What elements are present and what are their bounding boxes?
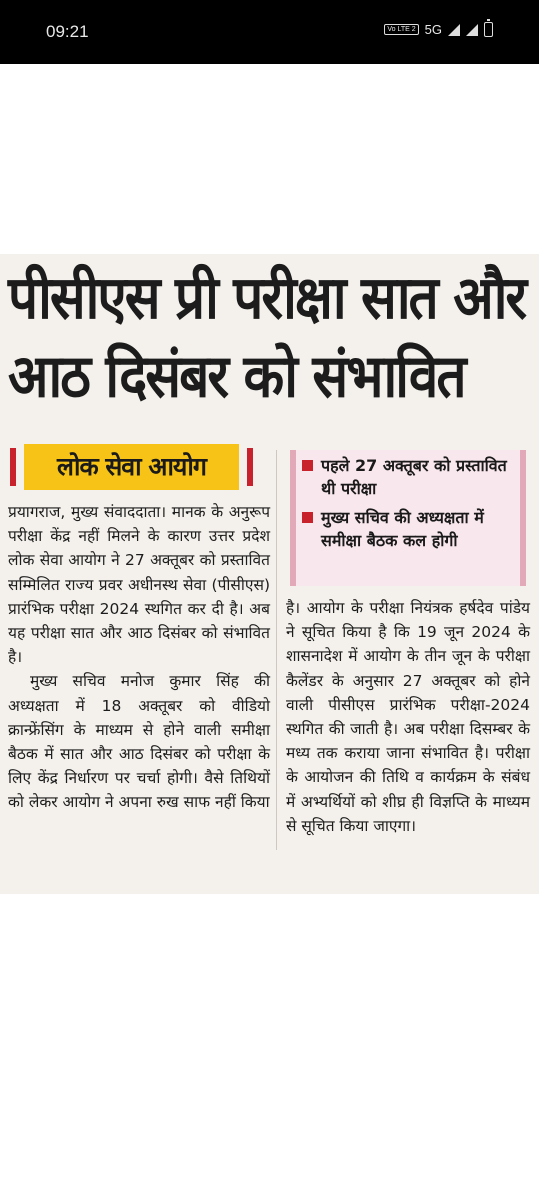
highlight-text: पहले 27 अक्तूबर को प्रस्तावित थी परीक्षा — [321, 456, 507, 498]
article-paragraph: है। आयोग के परीक्षा नियंत्रक हर्षदेव पांडेय ने सूचित किया है कि 19 जून 2024 के शासनादेश में आयोग के तीन जून के परीक्षा कैलेंडर के अनुसार 27 अक्तूबर को होने वाली पीसीएस प्रारंभिक परीक्षा-2024 स्थगित की जाती है। अब परीक्षा दिसम्बर के मध्य तक कराया जाना संभावित है। परीक्षा के आयोजन की तिथि व कार्यक्रम के संबंध में अभ्यर्थियों को शीघ्र ही विज्ञप्ति के माध्यम से सूचित किया जाएगा। — [286, 599, 530, 835]
signal-icon — [448, 24, 460, 36]
headline-line-1: पीसीएस प्री परीक्षा सात और — [8, 264, 526, 333]
column-divider — [276, 450, 277, 850]
article-paragraph: प्रयागराज, मुख्य संवाददाता। मानक के अनुरूप परीक्षा केंद्र नहीं मिलने के कारण उत्तर प्रदेश लोक सेवा आयोग ने 27 अक्तूबर को प्रस्तावित सम्मिलित राज्य प्रवर अधीनस्थ सेवा (पीसीएस) प्रारंभिक परीक्षा 2024 स्थगित कर दी है। अब यह परीक्षा सात और आठ दिसंबर को संभावित है। — [8, 503, 270, 667]
article-column-left — [8, 500, 270, 815]
headline-line-2: आठ दिसंबर को संभावित — [8, 342, 465, 412]
newspaper-clipping[interactable] — [0, 254, 539, 894]
kicker-label: लोक सेवा आयोग — [24, 444, 239, 490]
bullet-square-icon — [302, 460, 313, 471]
kicker-bar-left — [10, 448, 16, 486]
network-label: 5G — [424, 22, 442, 37]
status-icons — [384, 22, 493, 37]
section-kicker — [10, 444, 253, 490]
headline — [8, 260, 533, 417]
article-paragraph: मुख्य सचिव मनोज कुमार सिंह की अध्यक्षता में 18 अक्तूबर को वीडियो क्रान्फ्रेंसिंग के माध्यम से होने वाली समीक्षा बैठक में सात और आठ दिसंबर को परीक्षा के लिए केंद्र निर्धारण पर चर्चा होगी। वैसे तिथियों को लेकर आयोग ने अपना रुख साफ नहीं किया — [8, 672, 270, 812]
highlight-text: मुख्य सचिव की अध्यक्षता में समीक्षा बैठक कल होगी — [321, 508, 484, 550]
image-viewer-top-margin — [0, 64, 539, 254]
highlight-item — [302, 506, 514, 552]
status-bar — [0, 0, 539, 64]
kicker-bar-right — [247, 448, 253, 486]
signal-icon-2 — [466, 24, 478, 36]
article-column-right — [286, 596, 530, 838]
image-viewer-bottom-margin — [0, 894, 539, 1200]
highlights-box — [290, 450, 526, 586]
bullet-square-icon — [302, 512, 313, 523]
highlight-item — [302, 454, 514, 500]
battery-icon — [484, 22, 493, 37]
clock: 09:21 — [46, 22, 89, 41]
volte-icon: Vo LTE 2 — [384, 24, 418, 35]
